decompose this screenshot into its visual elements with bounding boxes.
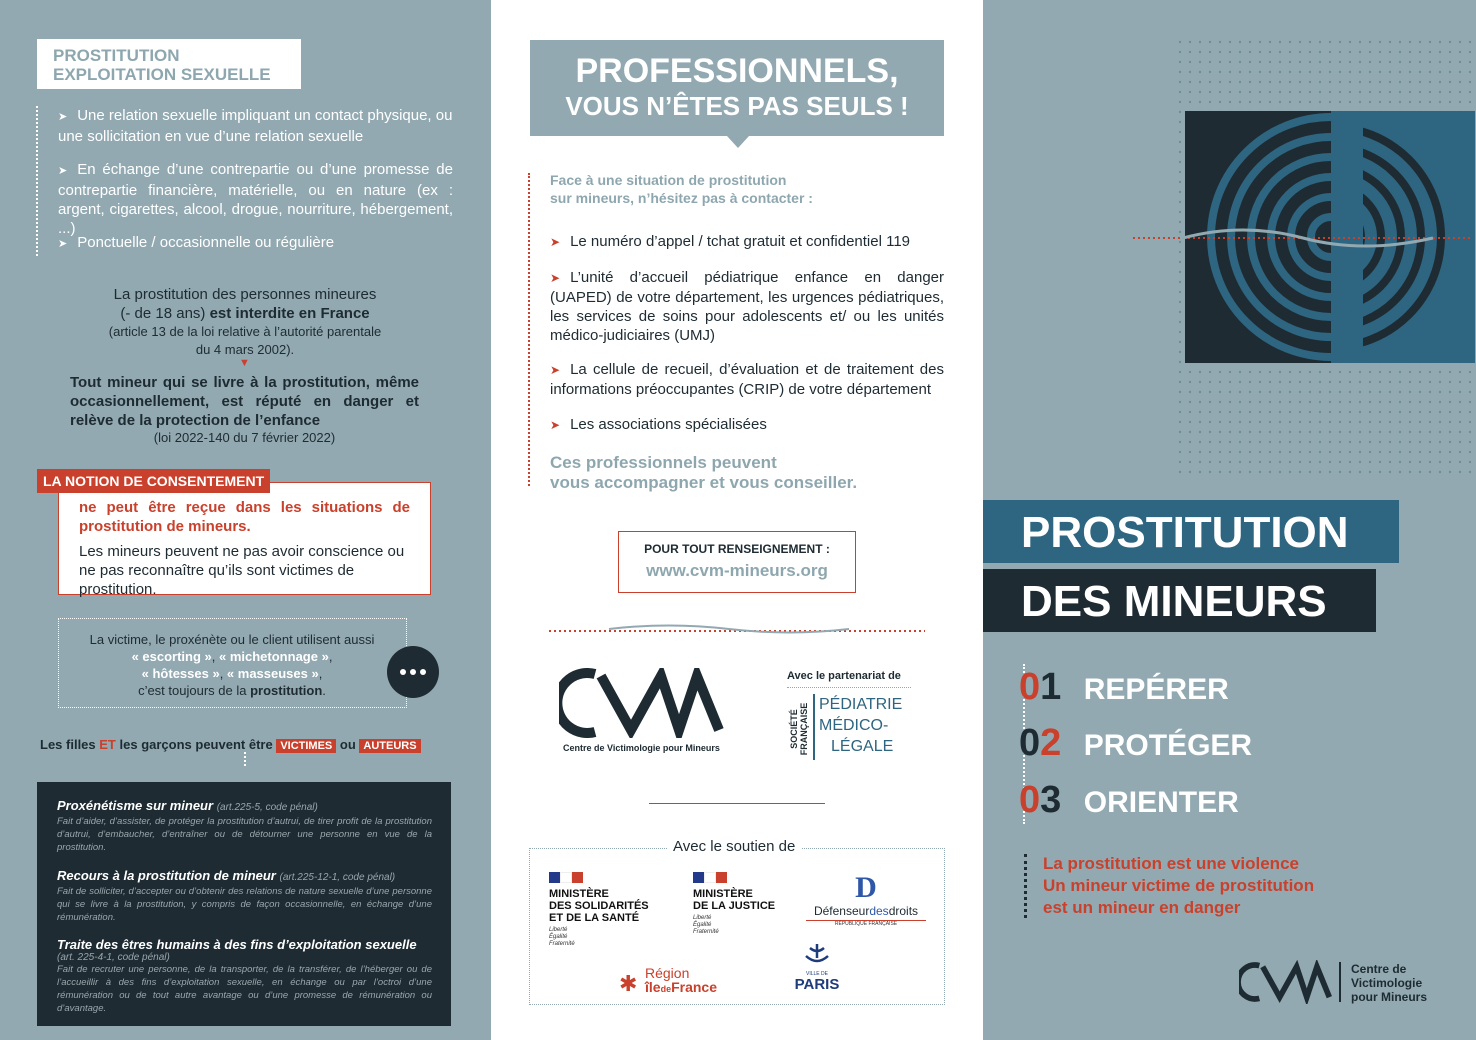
consent-text: Les mineurs peuvent ne pas avoir conscience ou ne pas reconnaître qu’ils sont victimes de prostitution. [79, 543, 405, 598]
chat-bubble-icon [387, 646, 439, 698]
sfpml-vertical: SOCIÉTÉ [789, 709, 799, 749]
closing-line: Ces professionnels peuvent [550, 453, 777, 472]
term-separator: , [211, 649, 219, 664]
cvm-footer-text: Victimologie [1351, 976, 1423, 990]
logo-text: DE LA JUSTICE [693, 900, 776, 912]
info-link-box [618, 531, 856, 593]
bullet-item [58, 233, 453, 254]
info-line: . [322, 683, 326, 698]
info-line: c’est toujours de la [138, 683, 251, 698]
sfpml-line: LÉGALE [831, 738, 894, 755]
consent-label: LA NOTION DE CONSENTEMENT [37, 469, 270, 493]
middle-panel [491, 0, 983, 1040]
info-text [70, 631, 394, 699]
motto-text: Égalité [693, 922, 712, 928]
bullet-text: En échange d’une contrepartie ou d’une promesse de contrepartie financière, matérielle, ou en nature (ex : argent, cigarettes, alcool, drogue, nourriture, hébergement, ...) [58, 161, 453, 237]
defenseur-logo [803, 872, 929, 927]
bullet-item [58, 160, 453, 238]
logo-text: PARIS [794, 976, 840, 993]
sfpml-vertical: FRANÇAISE [799, 702, 809, 756]
logo-text: MINISTÈRE [693, 888, 753, 900]
definition-text: Fait d’aider, d’assister, de protéger la prostitution d’autrui, de tirer profit de la prostitution d’autrui, d’embaucher, d’entraîner ou de détourner une personne en vue de la prostitution. [57, 816, 432, 853]
law-block-1 [95, 285, 395, 359]
bullet-item [58, 106, 453, 146]
law-reference: du 4 mars 2002). [195, 342, 295, 357]
term-separator: , [328, 649, 333, 664]
dotted-separator [244, 752, 246, 766]
info-line: La victime, le proxénète ou le client utilisent aussi [89, 632, 375, 647]
victims-text: ou [339, 737, 356, 752]
cvm-footer-text: Centre de [1351, 962, 1407, 976]
victims-text: les garçons peuvent être [119, 737, 273, 752]
law-text: (- de 18 ans) [120, 305, 206, 322]
definition-title: Proxénétisme sur mineur [57, 798, 214, 813]
slogan [1043, 853, 1314, 919]
arrow-down-icon: ▼ [239, 357, 250, 369]
motto-text: Fraternité [549, 941, 575, 947]
logo-text: MINISTÈRE [549, 888, 609, 900]
term: « masseuses » [226, 666, 319, 681]
logo-text: des [869, 904, 889, 918]
closing-line: vous accompagner et vous conseiller. [550, 473, 858, 492]
intro-text [550, 171, 813, 207]
step-number: 1 [1040, 666, 1062, 708]
definition-text: Fait de solliciter, d’accepter ou d’obtenir des relations de nature sexuelle d’une personne qui se livre à la prostitution, y compris de façon occasionnelle, en échange d’une rémunération. [57, 886, 432, 923]
info-url-link[interactable]: www.cvm-mineurs.org [646, 561, 828, 580]
term: « escorting » [131, 649, 212, 664]
intro-line: sur mineurs, n’hésitez pas à contacter : [550, 190, 813, 206]
logo-text: Région [645, 965, 690, 981]
slogan-line: La prostitution est une violence [1043, 854, 1299, 873]
law-emphasis: est interdite en France [209, 305, 370, 322]
heading-pointer [727, 136, 749, 148]
definition-text: Fait de recruter une personne, de la transporter, de la transférer, de l’héberger ou de l’accueillir à des fins d’exploitation sexuelle, en échange ou par l’octroi d’une rémunération ou de tout autre avantage ou d’une promesse de rémunération ou d’avantage. [57, 964, 432, 1014]
step-item [1019, 779, 1239, 822]
sfpml-logo [789, 694, 919, 764]
victims-text: Les filles [40, 737, 96, 752]
title-banner-2 [983, 569, 1376, 632]
cvm-caption: Centre de Victimologie pour Mineurs [563, 743, 720, 753]
step-number: 0 [1019, 722, 1041, 764]
main-title-line-1: PROSTITUTION [1021, 508, 1349, 557]
ministry-justice-logo [693, 872, 793, 936]
paris-ship-icon [802, 942, 832, 966]
victims-et: ET [99, 737, 116, 752]
motto-text: Fraternité [693, 929, 719, 935]
divider-line [649, 803, 825, 804]
logo-text: droits [888, 904, 919, 918]
slogan-line: Un mineur victime de prostitution [1043, 876, 1315, 895]
step-label: ORIENTER [1083, 786, 1239, 819]
sfpml-line: MÉDICO- [819, 717, 889, 734]
definition-item [57, 798, 432, 854]
contact-text: La cellule de recueil, d’évaluation et de traitement des informations préoccupantes (CRIP) de votre département [550, 361, 944, 398]
info-emphasis: prostitution [250, 683, 323, 698]
left-panel [0, 0, 491, 1040]
heading-line-2: VOUS N’ÊTES PAS SEULS ! [565, 91, 909, 121]
contact-item [550, 360, 944, 399]
dotted-separator [528, 173, 530, 486]
section-title-box [37, 39, 301, 89]
step-item [1019, 666, 1229, 709]
law-reference: (loi 2022-140 du 7 février 2022) [153, 430, 336, 445]
logo-text: île [645, 979, 661, 995]
logo-text: de [660, 984, 672, 994]
definition-ref: (art.225-5, code pénal) [216, 802, 318, 813]
contact-text: L’unité d’accueil pédiatrique enfance en danger (UAPED) de votre département, les urgences pédiatriques, les services de soins pour adolescents et/ ou les unités médico-judiciaires (UMJ) [550, 269, 944, 344]
logo-text: DES SOLIDARITÉS [549, 900, 649, 912]
cvm-logo-icon [1239, 960, 1335, 1004]
bullet-text: Ponctuelle / occasionnelle ou régulière [77, 234, 335, 251]
step-item [1019, 722, 1252, 765]
contact-item [550, 415, 944, 435]
cvm-footer-logo [1239, 960, 1449, 1010]
definitions-box [37, 782, 451, 1026]
definition-title: Traite des êtres humains à des fins d’exploitation sexuelle [57, 937, 417, 952]
section-title-line-1: PROSTITUTION [53, 46, 180, 65]
definition-item [57, 937, 432, 1015]
bullet-text: Une relation sexuelle impliquant un contact physique, ou une sollicitation en vue d’une relation sexuelle [58, 107, 453, 145]
step-number: 0 [1019, 779, 1041, 821]
definition-ref: (art. 225-4-1, code pénal) [57, 952, 170, 963]
main-title-line-2: DES MINEURS [1021, 577, 1327, 626]
wave-divider [549, 620, 925, 638]
sfpml-line: PÉDIATRIE [819, 696, 903, 713]
logo-text: Défenseur [813, 904, 870, 918]
definition-title: Recours à la prostitution de mineur [57, 868, 276, 883]
cvm-footer-text: pour Mineurs [1351, 990, 1428, 1004]
step-number: 3 [1040, 779, 1062, 821]
consent-red-text: ne peut être reçue dans les situations de prostitution de mineurs. [79, 499, 410, 535]
auteurs-badge: AUTEURS [359, 739, 420, 753]
support-label: Avec le soutien de [667, 838, 801, 855]
dotted-separator [787, 687, 911, 689]
step-label: REPÉRER [1083, 673, 1229, 706]
step-label: PROTÉGER [1083, 729, 1253, 762]
contact-item [550, 232, 944, 252]
definition-item [57, 868, 432, 924]
defenseur-d-icon: D [855, 871, 877, 904]
motto-text: Liberté [549, 927, 568, 933]
heading-line-1: PROFESSIONNELS, [575, 52, 899, 90]
intro-line: Face à une situation de prostitution [550, 172, 787, 188]
term: « hôtesses » [141, 666, 220, 681]
contact-text: Le numéro d’appel / tchat gratuit et confidentiel 119 [570, 233, 911, 250]
contact-text: Les associations spécialisées [570, 416, 767, 433]
term-separator: , [318, 666, 323, 681]
section-title-line-2: EXPLOITATION SEXUELLE [53, 65, 271, 84]
wave-line [1133, 224, 1473, 252]
term: « michetonnage » [219, 649, 329, 664]
slogan-line: est un mineur en danger [1043, 898, 1241, 917]
motto-text: Égalité [549, 934, 568, 940]
dotted-separator [36, 106, 38, 256]
step-number: 2 [1040, 722, 1062, 764]
paris-logo [785, 942, 849, 992]
victims-line [40, 737, 460, 752]
cvm-logo-icon [559, 668, 729, 738]
closing-text [550, 453, 857, 493]
dotted-separator [1024, 854, 1027, 918]
step-number: 0 [1019, 666, 1041, 708]
contact-item [550, 268, 944, 345]
law-block-2: Tout mineur qui se livre à la prostitution, même occasionnellement, est réputé en danger et relève de la protection de l’enfance [70, 374, 419, 429]
logo-text: RÉPUBLIQUE FRANÇAISE [834, 921, 898, 927]
victimes-badge: VICTIMES [276, 739, 336, 753]
right-panel [983, 0, 1476, 1040]
law-reference: (article 13 de la loi relative à l’autorité parentale [108, 324, 382, 339]
heading-box [530, 40, 944, 136]
info-label: POUR TOUT RENSEIGNEMENT : [644, 542, 830, 556]
region-star-icon: ✱ [619, 971, 638, 996]
motto-text: Liberté [693, 915, 712, 921]
cvm-logo [559, 668, 729, 758]
logo-text: ET DE LA SANTÉ [549, 912, 640, 924]
term-separator: , [219, 666, 227, 681]
definition-ref: (art.225-12-1, code pénal) [279, 872, 396, 883]
logo-text: France [671, 979, 718, 995]
ministry-health-logo [549, 872, 669, 948]
partner-label: Avec le partenariat de [787, 670, 901, 682]
logo-text: VILLE DE [806, 971, 828, 977]
law-text: La prostitution des personnes mineures [113, 286, 377, 303]
title-banner-1 [983, 500, 1399, 563]
